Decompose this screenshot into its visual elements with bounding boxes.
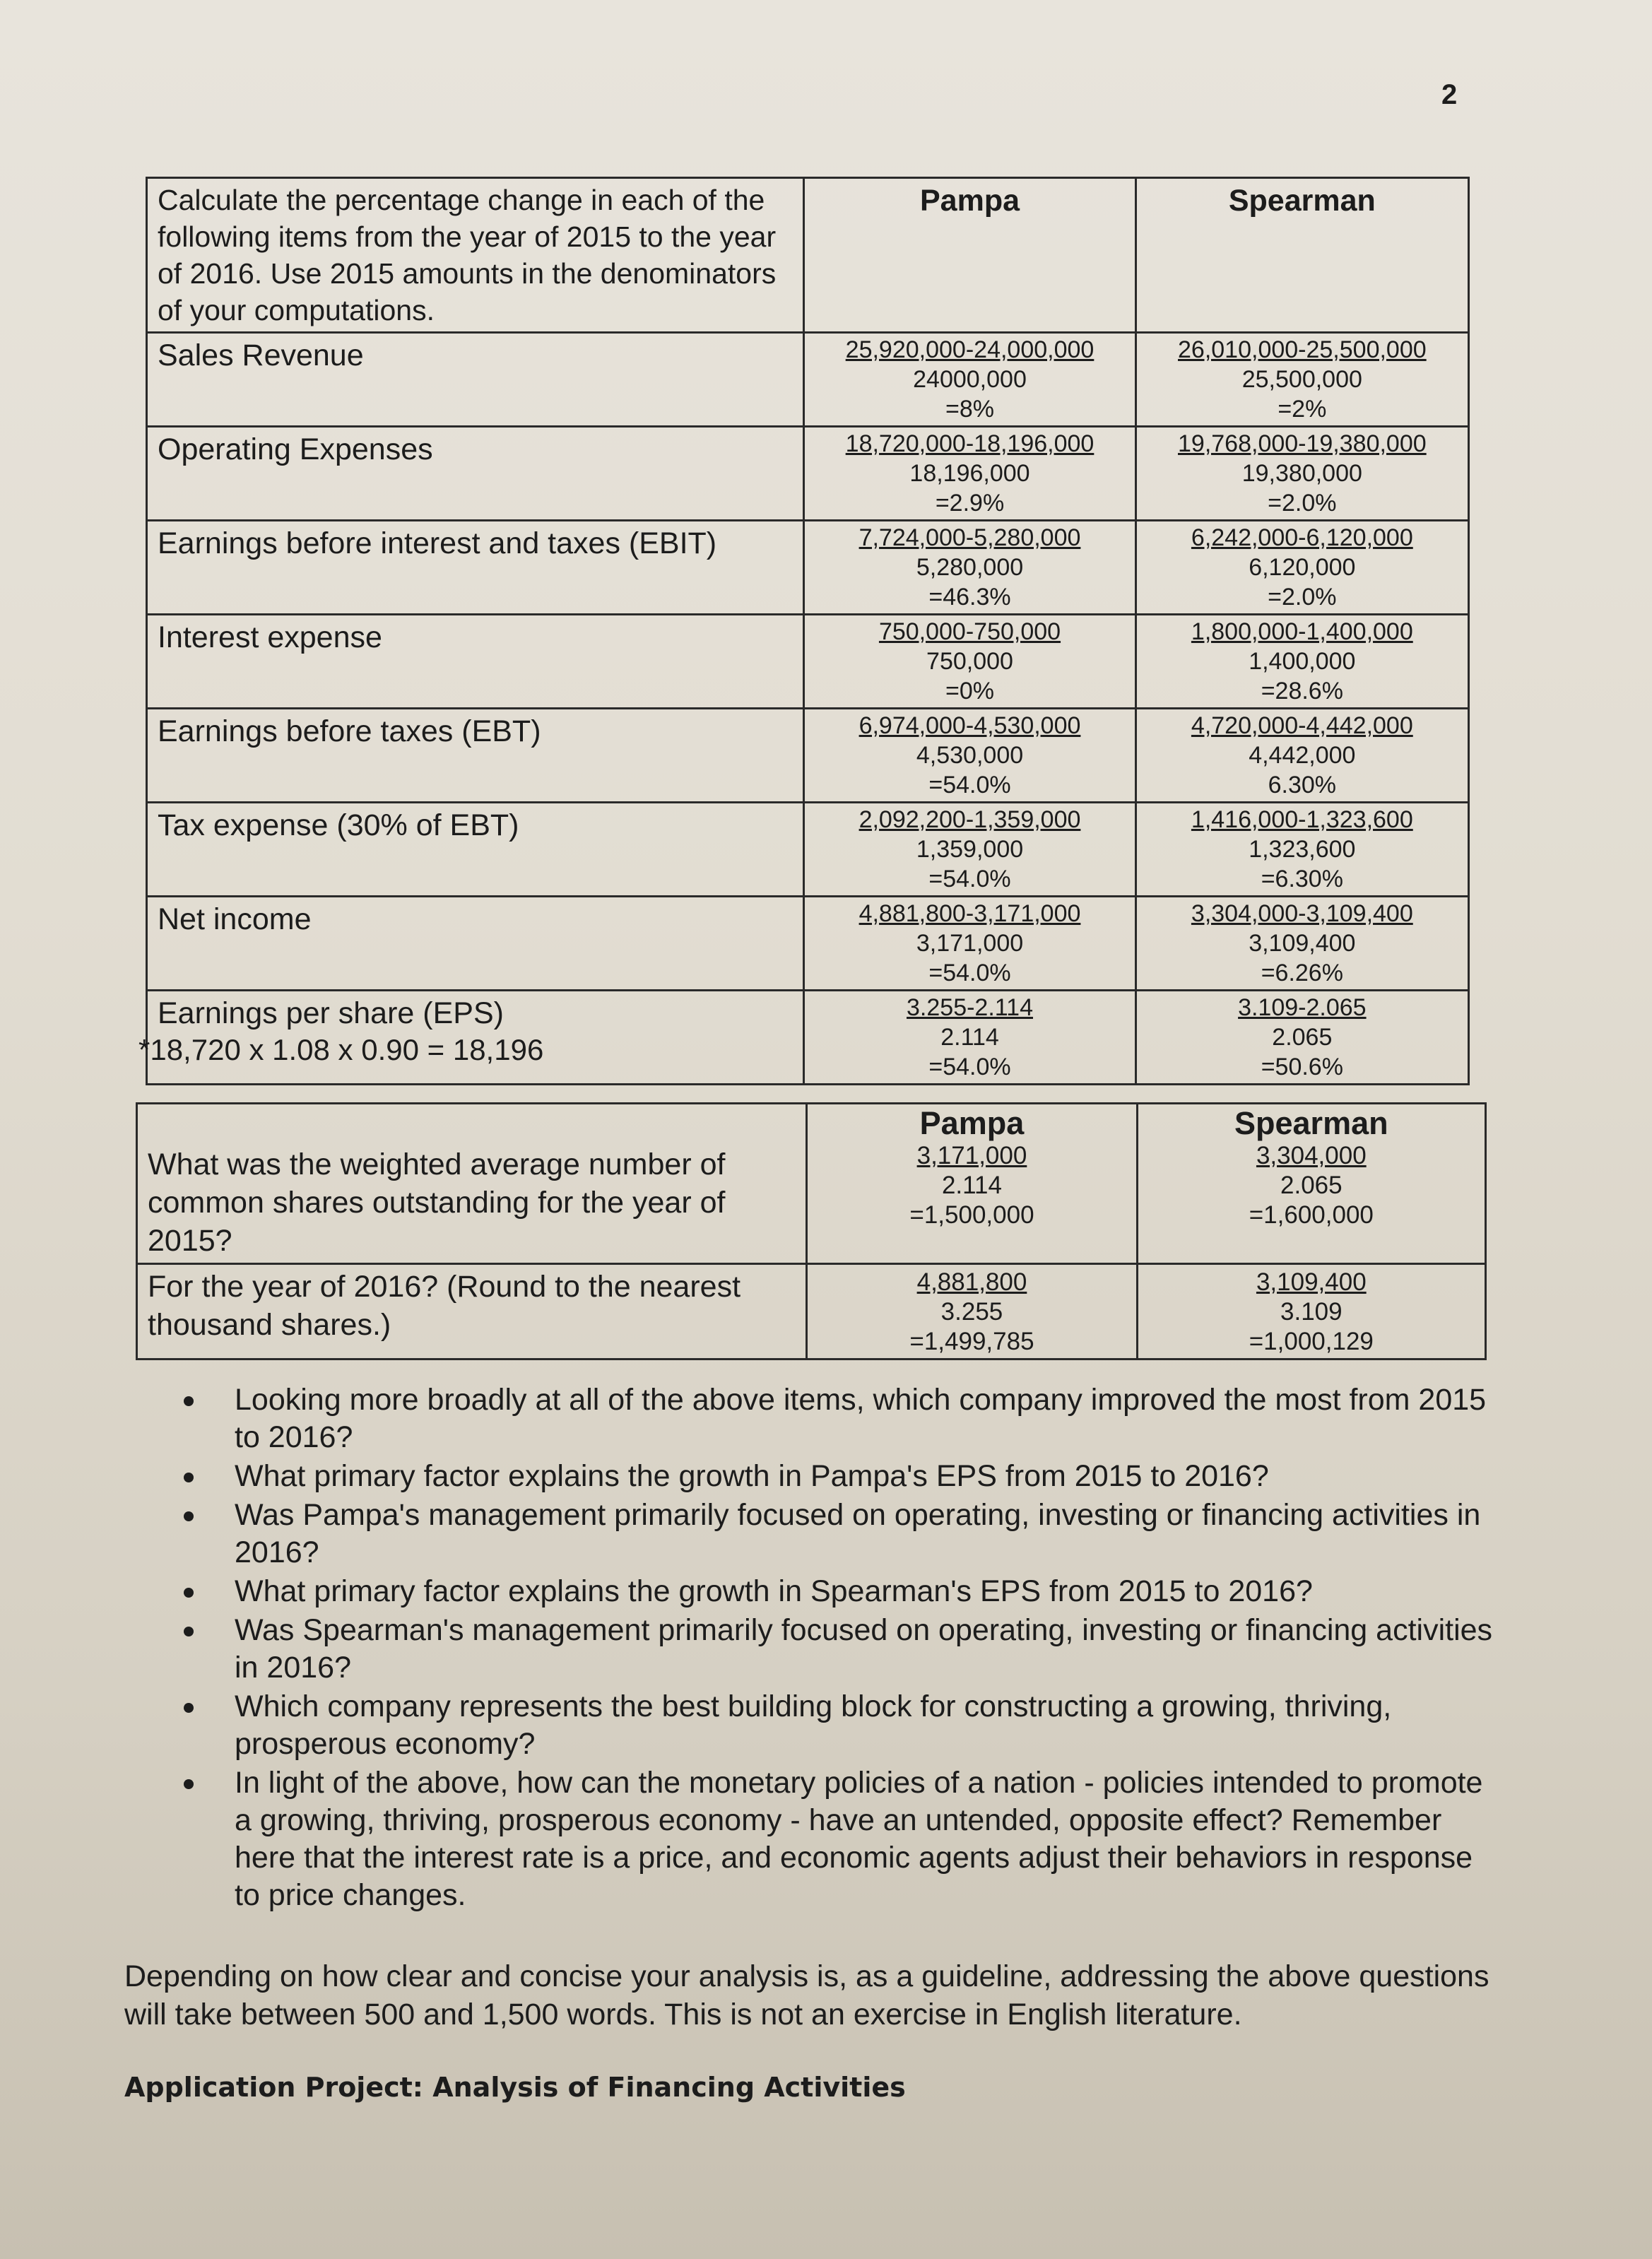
calc-numerator: 1,416,000-1,323,600: [1191, 806, 1413, 833]
row-label: Interest expense: [147, 615, 804, 709]
calc-numerator: 3,304,000: [1256, 1142, 1367, 1169]
calc-cell: [804, 709, 1135, 803]
calc-result: =46.3%: [928, 584, 1011, 611]
calc-denominator: 19,380,000: [1241, 460, 1362, 487]
calc-numerator: 19,768,000-19,380,000: [1178, 430, 1427, 457]
calc-cell: [1137, 1264, 1485, 1359]
calc-numerator: 18,720,000-18,196,000: [845, 430, 1095, 457]
calc-result: =2.9%: [935, 490, 1005, 517]
calc-cell: [804, 521, 1135, 615]
calc-denominator: 4,442,000: [1249, 742, 1356, 769]
calc-cell: [1135, 709, 1468, 803]
table-row: [147, 803, 1469, 897]
calc-result: =2.0%: [1268, 584, 1337, 611]
calc-result: =6.30%: [1261, 866, 1343, 892]
calc-numerator: 750,000-750,000: [878, 618, 1061, 645]
calc-result: =0%: [945, 678, 994, 704]
calc-cell: [804, 333, 1135, 427]
table-row: [147, 709, 1469, 803]
table-row: [147, 615, 1469, 709]
calc-cell: [804, 615, 1135, 709]
question-item: Looking more broadly at all of the above items, which company improved the most from 2015 to 2016?: [177, 1381, 1505, 1456]
calc-result: =1,000,129: [1249, 1328, 1374, 1355]
calc-denominator: 6,120,000: [1249, 554, 1356, 581]
calc-numerator: 4,881,800-3,171,000: [859, 900, 1081, 927]
calc-cell: [1135, 427, 1468, 521]
question-item: Was Spearman's management primarily focused on operating, investing or financing activities in 2016?: [177, 1612, 1505, 1687]
calc-cell: [1135, 991, 1468, 1085]
page-number: 2: [1441, 79, 1458, 110]
table-row: [147, 427, 1469, 521]
calc-cell: [1135, 615, 1468, 709]
calc-denominator: 1,323,600: [1249, 836, 1356, 863]
footer-title: Application Project: Analysis of Financing Activities: [124, 2072, 906, 2103]
calc-numerator: 7,724,000-5,280,000: [859, 524, 1081, 551]
percentage-change-table: [146, 177, 1470, 1085]
guideline-paragraph: Depending on how clear and concise your analysis is, as a guideline, addressing the above questions will take between 500 and 1,500 words. This is not an exercise in English literature.: [124, 1959, 1489, 2031]
calc-cell: [807, 1264, 1137, 1359]
col-header-spearman: Spearman: [1234, 1105, 1388, 1141]
table-header-row: [147, 178, 1469, 333]
calc-result: =54.0%: [928, 866, 1011, 892]
calc-result: =50.6%: [1261, 1054, 1343, 1080]
footnote: *18,720 x 1.08 x 0.90 = 18,196: [138, 1033, 544, 1066]
calc-denominator: 750,000: [926, 648, 1013, 675]
calc-numerator: 1,800,000-1,400,000: [1191, 618, 1413, 645]
calc-result: =54.0%: [928, 1054, 1011, 1080]
calc-denominator: 18,196,000: [909, 460, 1030, 487]
calc-denominator: 1,359,000: [916, 836, 1024, 863]
calc-numerator: 3,109,400: [1256, 1268, 1367, 1296]
calc-denominator: 3,109,400: [1249, 930, 1356, 957]
calc-result: =6.26%: [1261, 960, 1343, 986]
calc-numerator: 3.255-2.114: [907, 994, 1033, 1021]
calc-result: =1,499,785: [909, 1328, 1034, 1355]
question-item: What primary factor explains the growth in Pampa's EPS from 2015 to 2016?: [177, 1458, 1505, 1495]
shares-outstanding-table: [136, 1102, 1487, 1360]
calc-result: =54.0%: [928, 772, 1011, 798]
row-label: Sales Revenue: [147, 333, 804, 427]
calc-numerator: 6,242,000-6,120,000: [1191, 524, 1413, 551]
calc-numerator: 4,720,000-4,442,000: [1191, 712, 1413, 739]
row-label: Operating Expenses: [147, 427, 804, 521]
question-item: What primary factor explains the growth in Spearman's EPS from 2015 to 2016?: [177, 1573, 1505, 1610]
row-label: Earnings per share (EPS): [147, 991, 804, 1085]
table-row: [137, 1104, 1486, 1264]
calc-cell: [807, 1104, 1137, 1264]
table-row: [137, 1264, 1486, 1359]
table-row: [147, 897, 1469, 991]
calc-denominator: 2.065: [1280, 1172, 1343, 1199]
row-label: Tax expense (30% of EBT): [147, 803, 804, 897]
calc-numerator: 26,010,000-25,500,000: [1178, 336, 1427, 363]
calc-denominator: 2.065: [1272, 1024, 1333, 1051]
calc-denominator: 1,400,000: [1249, 648, 1356, 675]
calc-numerator: 25,920,000-24,000,000: [845, 336, 1095, 363]
calc-denominator: 3.255: [940, 1298, 1003, 1326]
calc-result: =8%: [945, 396, 994, 423]
calc-denominator: 3.109: [1280, 1298, 1343, 1326]
calc-cell: [1135, 333, 1468, 427]
calc-denominator: 5,280,000: [916, 554, 1024, 581]
calc-denominator: 24000,000: [913, 366, 1027, 393]
calc-result: =54.0%: [928, 960, 1011, 986]
question-item: Which company represents the best building block for constructing a growing, thriving, prosperous economy?: [177, 1688, 1505, 1763]
calc-result: 6.30%: [1268, 772, 1337, 798]
question-item: Was Pampa's management primarily focused on operating, investing or financing activities in 2016?: [177, 1497, 1505, 1571]
calc-denominator: 4,530,000: [916, 742, 1024, 769]
row-label: Earnings before taxes (EBT): [147, 709, 804, 803]
calc-denominator: 3,171,000: [916, 930, 1024, 957]
calc-numerator: 3,304,000-3,109,400: [1191, 900, 1413, 927]
calc-cell: [804, 803, 1135, 897]
calc-numerator: 6,974,000-4,530,000: [859, 712, 1081, 739]
row-label: Earnings before interest and taxes (EBIT): [147, 521, 804, 615]
table-row: [147, 333, 1469, 427]
calc-result: =28.6%: [1261, 678, 1343, 704]
calc-numerator: 3,171,000: [916, 1142, 1027, 1169]
calc-result: =1,500,000: [909, 1201, 1034, 1229]
question-item: In light of the above, how can the monetary policies of a nation - policies intended to promote a growing, thriving, prosperous economy - have an untended, opposite effect? Remember here that the interest rate is a price, and economic agents adjust their behaviors in response to price changes.: [177, 1764, 1505, 1914]
calc-denominator: 2.114: [941, 1172, 1002, 1199]
calc-result: =2.0%: [1268, 490, 1337, 517]
calc-result: =2%: [1278, 396, 1327, 423]
calc-numerator: 3.109-2.065: [1238, 994, 1367, 1021]
calc-cell: [804, 427, 1135, 521]
question-cell: Calculate the percentage change in each of the following items from the year of 2015 to the year of 2016. Use 2015 amounts in the denominators of your computations.: [147, 178, 804, 333]
calc-result: =1,600,000: [1249, 1201, 1374, 1229]
row-label: What was the weighted average number of common shares outstanding for the year of 2015?: [137, 1104, 807, 1264]
calc-cell: [1135, 803, 1468, 897]
calc-cell: [1137, 1104, 1485, 1264]
calc-denominator: 2.114: [940, 1024, 999, 1051]
row-label: For the year of 2016? (Round to the nearest thousand shares.): [137, 1264, 807, 1359]
calc-cell: [1135, 897, 1468, 991]
col-header-pampa: Pampa: [919, 1105, 1025, 1141]
table-row: [147, 521, 1469, 615]
calc-cell: [804, 991, 1135, 1085]
col-header-pampa: Pampa: [804, 178, 1135, 333]
col-header-spearman: Spearman: [1135, 178, 1468, 333]
question-list: [177, 1381, 1505, 1916]
calc-numerator: 4,881,800: [916, 1268, 1027, 1296]
calc-cell: [1135, 521, 1468, 615]
row-label: Net income: [147, 897, 804, 991]
calc-numerator: 2,092,200-1,359,000: [859, 806, 1081, 833]
calc-cell: [804, 897, 1135, 991]
calc-denominator: 25,500,000: [1241, 366, 1362, 393]
